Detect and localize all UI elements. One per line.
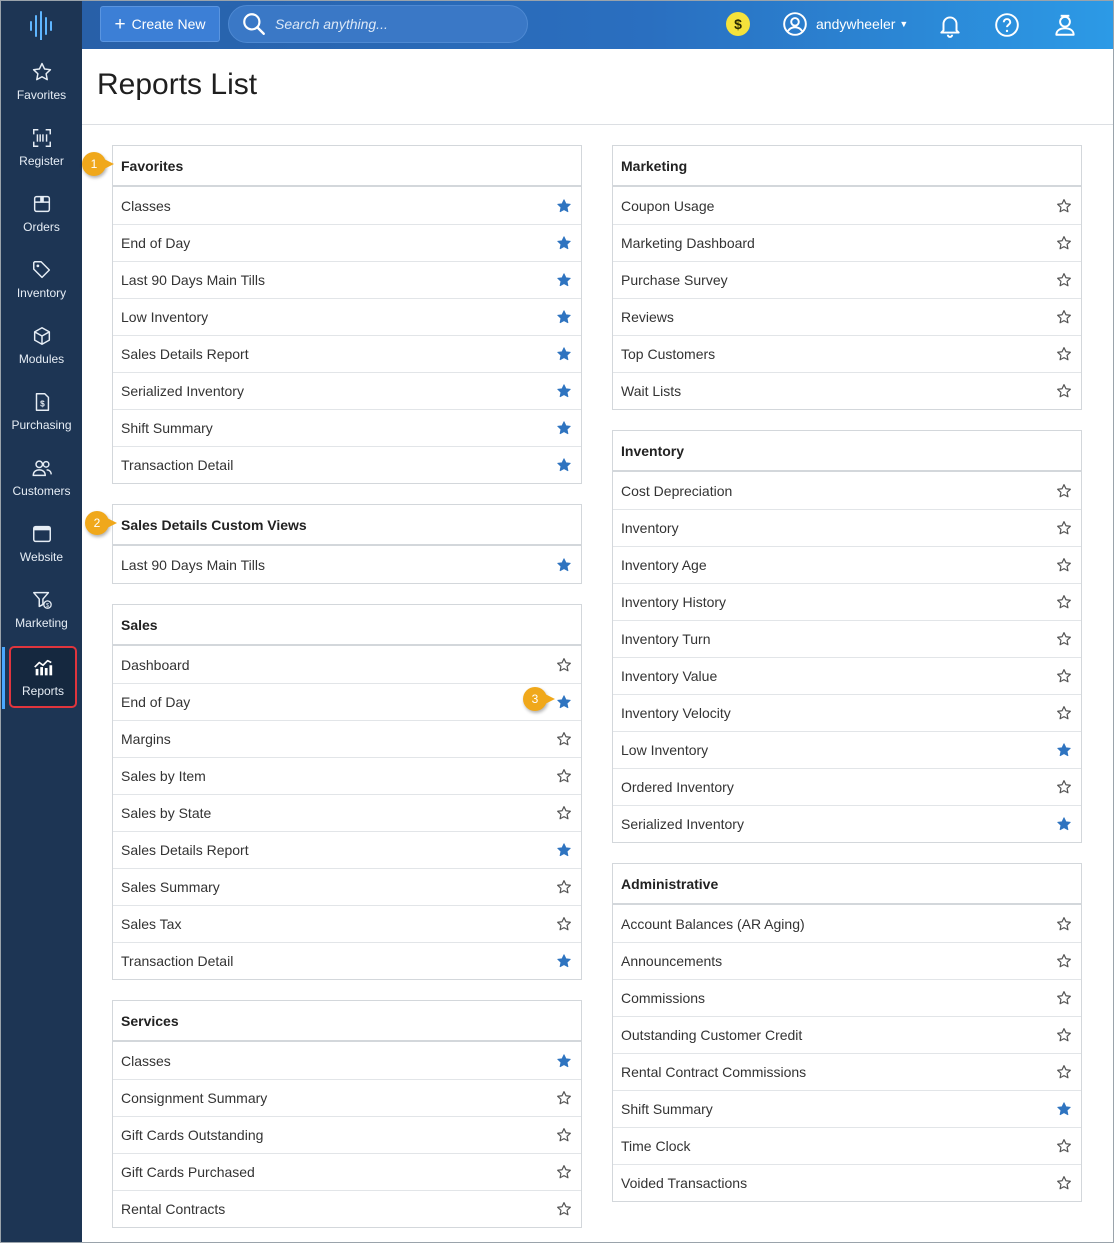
star-outline-icon[interactable] <box>1056 779 1072 795</box>
panel-title: Favorites <box>113 146 581 187</box>
report-row[interactable] <box>113 446 581 483</box>
waveform-logo-icon <box>27 10 57 40</box>
panel-services <box>112 1000 582 1228</box>
star-outline-icon[interactable] <box>556 657 572 673</box>
report-row[interactable] <box>113 831 581 868</box>
report-row[interactable] <box>113 1042 581 1079</box>
invoice-icon <box>31 391 53 413</box>
sidebar-item-label: Reports <box>21 683 65 698</box>
report-link[interactable]: Low Inventory <box>621 742 709 758</box>
star-outline-icon[interactable] <box>556 1127 572 1143</box>
report-link[interactable]: Dashboard <box>121 656 190 673</box>
report-row[interactable] <box>113 720 581 757</box>
star-outline-icon[interactable] <box>556 879 572 895</box>
report-link[interactable]: Sales by Item <box>121 768 206 784</box>
report-row[interactable] <box>613 583 1081 620</box>
report-link[interactable]: End of Day <box>121 235 191 251</box>
sidebar-item-label: Purchasing <box>11 417 72 432</box>
active-indicator <box>2 647 5 709</box>
panel-title: Services <box>113 1001 581 1042</box>
sidebar-item-label: Inventory <box>16 285 67 300</box>
report-link[interactable]: Classes <box>121 197 171 214</box>
panel-title: Sales <box>113 605 581 646</box>
star-outline-icon[interactable] <box>1056 1175 1072 1191</box>
star-outline-icon[interactable] <box>556 805 572 821</box>
report-link[interactable]: Ordered Inventory <box>621 779 734 795</box>
report-link[interactable]: Transaction Detail <box>121 953 234 969</box>
report-row[interactable] <box>113 1190 581 1227</box>
report-link[interactable]: Last 90 Days Main Tills <box>121 272 265 288</box>
star-outline-icon[interactable] <box>556 731 572 747</box>
report-link[interactable]: Voided Transactions <box>621 1175 748 1191</box>
report-row[interactable] <box>113 942 581 979</box>
panel-title: Administrative <box>613 864 1081 905</box>
package-icon <box>31 193 53 215</box>
tag-icon <box>31 259 53 281</box>
report-link[interactable]: Consignment Summary <box>121 1090 268 1106</box>
report-link[interactable]: Inventory <box>621 520 679 536</box>
create-new-label: Create New <box>131 16 206 32</box>
report-link[interactable]: Sales by State <box>121 805 212 821</box>
callout-marker <box>523 687 559 711</box>
report-link[interactable]: Announcements <box>621 953 723 969</box>
report-link[interactable]: Gift Cards Purchased <box>121 1164 255 1180</box>
report-row[interactable] <box>113 1153 581 1190</box>
star-outline-icon[interactable] <box>1056 557 1072 573</box>
star-outline-icon[interactable] <box>1056 520 1072 536</box>
report-link[interactable]: Reviews <box>621 309 674 325</box>
panel-favorites <box>112 145 582 484</box>
report-link[interactable]: Sales Details Report <box>121 346 249 362</box>
star-outline-icon[interactable] <box>1056 1064 1072 1080</box>
barcode-scan-icon <box>31 127 53 149</box>
user-menu[interactable] <box>782 11 908 37</box>
report-row[interactable] <box>613 1090 1081 1127</box>
star-filled-icon[interactable] <box>556 953 572 969</box>
username: andywheeler <box>816 16 896 32</box>
report-link[interactable]: Margins <box>121 731 171 747</box>
star-filled-icon[interactable] <box>556 420 572 436</box>
star-filled-icon[interactable] <box>556 235 572 251</box>
report-row[interactable] <box>113 646 581 683</box>
report-row[interactable] <box>613 905 1081 942</box>
star-outline-icon[interactable] <box>1056 309 1072 325</box>
report-link[interactable]: Transaction Detail <box>121 457 234 473</box>
panel-title: Inventory <box>613 431 1081 472</box>
report-row[interactable] <box>613 261 1081 298</box>
report-link[interactable]: Coupon Usage <box>621 197 715 214</box>
support-agent-icon[interactable] <box>1052 12 1078 38</box>
report-link[interactable]: Purchase Survey <box>621 272 728 288</box>
star-outline-icon[interactable] <box>1056 631 1072 647</box>
star-outline-icon[interactable] <box>1056 705 1072 721</box>
report-row[interactable] <box>613 805 1081 842</box>
report-row[interactable] <box>113 298 581 335</box>
report-link[interactable]: Inventory Velocity <box>621 705 731 721</box>
callout-number: 1 <box>82 152 106 176</box>
report-row[interactable] <box>113 1079 581 1116</box>
star-outline-icon[interactable] <box>1056 1138 1072 1154</box>
star-outline-icon[interactable] <box>1056 990 1072 1006</box>
search-icon <box>241 11 267 37</box>
star-outline-icon[interactable] <box>1056 953 1072 969</box>
sidebar-item-purchasing[interactable] <box>1 380 82 442</box>
sidebar <box>1 1 82 1242</box>
help-icon[interactable] <box>994 12 1020 38</box>
sidebar-item-label: Modules <box>18 351 65 366</box>
report-link[interactable]: Account Balances (AR Aging) <box>621 915 805 932</box>
report-link[interactable]: Outstanding Customer Credit <box>621 1027 803 1043</box>
star-outline-icon[interactable] <box>1056 916 1072 932</box>
star-outline-icon[interactable] <box>1056 383 1072 399</box>
panel-sales <box>112 604 582 980</box>
chevron-down-icon: ▼ <box>899 19 909 29</box>
star-filled-icon[interactable] <box>1056 742 1072 758</box>
svg-text:$: $ <box>39 399 45 409</box>
star-outline-icon[interactable] <box>1056 668 1072 684</box>
report-link[interactable]: Shift Summary <box>621 1101 713 1117</box>
report-link[interactable]: End of Day <box>121 694 191 710</box>
star-filled-icon[interactable] <box>556 346 572 362</box>
report-row[interactable] <box>113 335 581 372</box>
create-new-button[interactable] <box>100 6 220 42</box>
report-link[interactable]: Serialized Inventory <box>621 816 744 832</box>
title-divider <box>82 124 1113 125</box>
sidebar-item-reports[interactable] <box>9 646 77 708</box>
funnel-icon <box>31 589 53 611</box>
sidebar-item-modules[interactable] <box>1 314 82 376</box>
report-link[interactable]: Sales Summary <box>121 879 220 895</box>
star-filled-icon[interactable] <box>556 1053 572 1069</box>
sidebar-item-customers[interactable] <box>1 446 82 508</box>
report-link[interactable]: Time Clock <box>621 1138 691 1154</box>
report-row[interactable] <box>613 620 1081 657</box>
star-outline-icon[interactable] <box>556 1201 572 1217</box>
star-outline-icon[interactable] <box>1056 1027 1072 1043</box>
panel-title: Sales Details Custom Views <box>113 505 581 546</box>
report-link[interactable]: Rental Contract Commissions <box>621 1064 807 1080</box>
report-link[interactable]: Top Customers <box>621 346 716 362</box>
report-row[interactable] <box>613 979 1081 1016</box>
report-row[interactable] <box>613 731 1081 768</box>
report-row[interactable] <box>613 372 1081 409</box>
sidebar-item-inventory[interactable] <box>1 248 82 310</box>
sidebar-item-label: Marketing <box>15 615 68 630</box>
report-link[interactable]: Inventory History <box>621 594 727 610</box>
report-link[interactable]: Rental Contracts <box>121 1201 226 1217</box>
star-outline-icon[interactable] <box>1056 272 1072 288</box>
report-row[interactable] <box>613 187 1081 224</box>
report-link[interactable]: Low Inventory <box>121 309 209 325</box>
report-row[interactable] <box>613 509 1081 546</box>
sidebar-item-register[interactable] <box>1 116 82 178</box>
sidebar-item-marketing[interactable] <box>1 578 82 640</box>
report-row[interactable] <box>113 794 581 831</box>
report-row[interactable] <box>613 1053 1081 1090</box>
sidebar-item-label: Favorites <box>16 87 67 102</box>
panel-title: Marketing <box>613 146 1081 187</box>
notifications-bell-icon[interactable] <box>937 12 963 38</box>
report-row[interactable] <box>113 409 581 446</box>
report-link[interactable]: Serialized Inventory <box>121 383 244 399</box>
report-row[interactable] <box>613 1127 1081 1164</box>
report-row[interactable] <box>113 224 581 261</box>
panel-sales-details-custom-views <box>112 504 582 584</box>
top-bar <box>82 1 1113 49</box>
star-filled-icon[interactable] <box>556 272 572 288</box>
sidebar-item-label: Customers <box>12 483 71 498</box>
chart-icon <box>32 657 54 679</box>
report-row[interactable] <box>613 298 1081 335</box>
report-row[interactable] <box>113 546 581 583</box>
star-filled-icon[interactable] <box>556 457 572 473</box>
report-row[interactable] <box>613 472 1081 509</box>
panel-inventory <box>612 430 1082 843</box>
browser-window-icon <box>31 523 53 545</box>
report-row[interactable] <box>613 224 1081 261</box>
svg-text:$: $ <box>45 602 49 609</box>
report-link[interactable]: Classes <box>121 1052 171 1069</box>
star-outline-icon[interactable] <box>1056 483 1072 499</box>
star-outline-icon[interactable] <box>556 768 572 784</box>
report-row[interactable] <box>113 372 581 409</box>
report-row[interactable] <box>613 657 1081 694</box>
star-filled-icon[interactable] <box>556 198 572 214</box>
star-outline-icon[interactable] <box>1056 346 1072 362</box>
report-link[interactable]: Inventory Age <box>621 557 707 573</box>
callout-number: 3 <box>523 687 547 711</box>
star-outline-icon[interactable] <box>1056 198 1072 214</box>
report-row[interactable] <box>613 335 1081 372</box>
search-input[interactable] <box>228 5 528 43</box>
star-filled-icon[interactable] <box>556 557 572 573</box>
page-title: Reports List <box>97 68 258 101</box>
sidebar-item-label: Orders <box>23 219 60 234</box>
balance-coin-icon[interactable] <box>726 12 750 36</box>
report-row[interactable] <box>113 1116 581 1153</box>
callout-number: 2 <box>85 511 109 535</box>
plus-icon: + <box>114 13 126 35</box>
report-link[interactable]: Sales Details Report <box>121 842 249 858</box>
star-outline-icon[interactable] <box>556 1090 572 1106</box>
report-row[interactable] <box>113 187 581 224</box>
report-link[interactable]: Commissions <box>621 990 706 1006</box>
star-outline-icon[interactable] <box>556 916 572 932</box>
star-filled-icon[interactable] <box>1056 1101 1072 1117</box>
search-placeholder: Search anything... <box>275 16 388 32</box>
callout-marker <box>82 152 118 176</box>
report-row[interactable] <box>613 546 1081 583</box>
sidebar-item-favorites[interactable] <box>1 50 82 112</box>
report-row[interactable] <box>613 942 1081 979</box>
report-link[interactable]: Shift Summary <box>121 420 213 436</box>
report-row[interactable] <box>113 868 581 905</box>
report-link[interactable]: Wait Lists <box>621 383 682 399</box>
report-row[interactable] <box>113 683 581 720</box>
star-filled-icon[interactable] <box>556 383 572 399</box>
panel-marketing <box>612 145 1082 410</box>
sidebar-item-label: Register <box>19 153 64 168</box>
star-outline-icon[interactable] <box>1056 235 1072 251</box>
report-row[interactable] <box>613 768 1081 805</box>
star-filled-icon[interactable] <box>1056 816 1072 832</box>
report-link[interactable]: Inventory Value <box>621 668 718 684</box>
report-row[interactable] <box>113 905 581 942</box>
people-icon <box>31 457 53 479</box>
star-icon <box>31 61 53 83</box>
report-link[interactable]: Gift Cards Outstanding <box>121 1127 264 1143</box>
star-outline-icon[interactable] <box>1056 594 1072 610</box>
report-link[interactable]: Cost Depreciation <box>621 482 733 499</box>
coin-symbol: $ <box>734 16 742 32</box>
report-link[interactable]: Sales Tax <box>121 916 182 932</box>
star-filled-icon[interactable] <box>556 309 572 325</box>
sidebar-item-website[interactable] <box>1 512 82 574</box>
report-row[interactable] <box>113 261 581 298</box>
cube-icon <box>31 325 53 347</box>
star-filled-icon[interactable] <box>556 842 572 858</box>
star-outline-icon[interactable] <box>556 1164 572 1180</box>
user-circle-icon <box>782 11 808 37</box>
report-row[interactable] <box>613 694 1081 731</box>
report-row[interactable] <box>113 757 581 794</box>
report-link[interactable]: Last 90 Days Main Tills <box>121 556 265 573</box>
brand-logo[interactable] <box>1 1 82 49</box>
callout-marker <box>85 511 121 535</box>
sidebar-item-orders[interactable] <box>1 182 82 244</box>
sidebar-item-label: Website <box>19 549 64 564</box>
panel-administrative <box>612 863 1082 1202</box>
report-row[interactable] <box>613 1164 1081 1201</box>
report-row[interactable] <box>613 1016 1081 1053</box>
report-link[interactable]: Inventory Turn <box>621 631 711 647</box>
report-link[interactable]: Marketing Dashboard <box>621 235 755 251</box>
